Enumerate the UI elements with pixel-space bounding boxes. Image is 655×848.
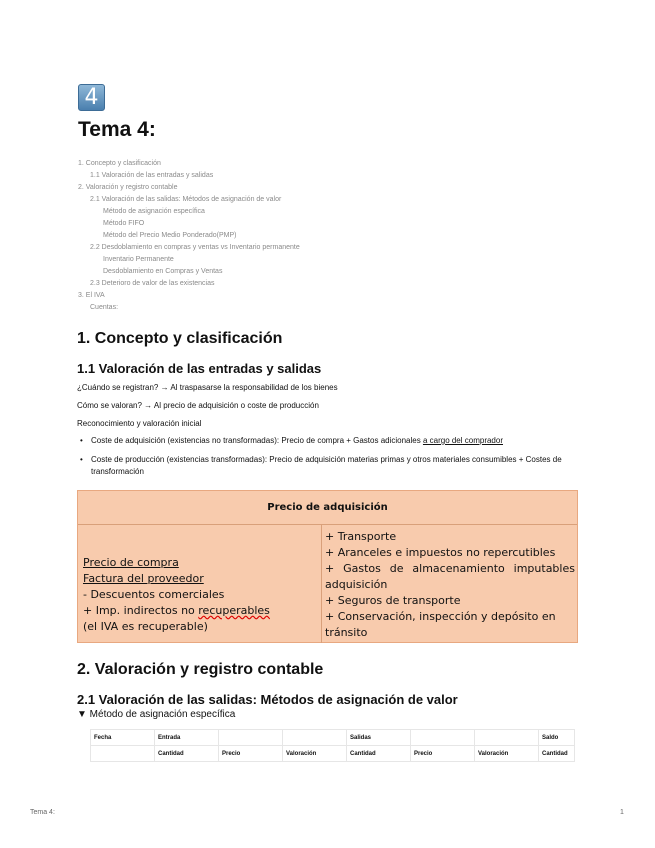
bullet-dot-icon: • xyxy=(80,436,83,445)
toggle-method-especifica[interactable]: ▼ Método de asignación específica xyxy=(77,709,236,720)
column-divider xyxy=(321,525,322,643)
page-title: Tema 4: xyxy=(78,118,156,141)
page-number: 1 xyxy=(620,809,624,816)
table-line: + Transporte xyxy=(325,530,397,543)
table-cell xyxy=(475,730,539,746)
toc-link[interactable]: Inventario Permanente xyxy=(103,256,174,263)
table-cell: Precio xyxy=(411,746,475,762)
subsection-heading: 2.1 Valoración de las salidas: Métodos de asignación de valor xyxy=(77,692,458,707)
table-row xyxy=(91,746,575,762)
table-line: + Conservación, inspección y depósito en xyxy=(325,610,556,623)
table-cell xyxy=(411,730,475,746)
bullet-dot-icon: • xyxy=(80,455,83,464)
toc-link[interactable]: Desdoblamiento en Compras y Ventas xyxy=(103,268,223,275)
table-cell: Valoración xyxy=(283,746,347,762)
valuation-table xyxy=(90,729,575,762)
table-line: tránsito xyxy=(325,626,368,639)
bullet-text: Coste de adquisición (existencias no transformadas): Precio de compra + Gastos adicionales xyxy=(91,436,423,445)
table-row xyxy=(91,730,575,746)
table-line: (el IVA es recuperable) xyxy=(83,620,208,633)
bullet-item xyxy=(80,435,570,447)
toc-link[interactable]: 2.2 Desdoblamiento en compras y ventas vs Inventario permanente xyxy=(90,244,300,251)
bullet-text: Coste de producción (existencias transformadas): Precio de adquisición materias primas y otros materiales consumibles + Costes de transformación xyxy=(91,455,562,476)
table-cell: Precio xyxy=(219,746,283,762)
table-line: adquisición xyxy=(325,578,388,591)
bullet-item xyxy=(80,454,570,478)
toc-link[interactable]: 1.1 Valoración de las entradas y salidas xyxy=(90,172,214,179)
toc-link[interactable]: 1. Concepto y clasificación xyxy=(78,160,161,167)
table-cell: Entrada xyxy=(155,730,219,746)
footer-title: Tema 4: xyxy=(30,809,55,816)
table-line: Precio de compra xyxy=(83,556,179,569)
toc-link[interactable]: 2.3 Deterioro de valor de las existencias xyxy=(90,280,215,287)
table-header: Precio de adquisición xyxy=(78,491,577,525)
table-cell xyxy=(91,746,155,762)
paragraph: ¿Cuándo se registran? → Al traspasarse la responsabilidad de los bienes xyxy=(77,383,338,392)
toc-link[interactable]: Método FIFO xyxy=(103,220,145,227)
section-number-badge: 4 xyxy=(78,84,105,111)
table-cell: Cantidad xyxy=(155,746,219,762)
section-heading: 1. Concepto y clasificación xyxy=(77,330,283,347)
table-right-cell xyxy=(325,529,575,641)
table-cell xyxy=(283,730,347,746)
paragraph: Cómo se valoran? → Al precio de adquisición o coste de producción xyxy=(77,401,319,410)
table-line: + Seguros de transporte xyxy=(325,594,461,607)
table-line: + Imp. indirectos no recuperables xyxy=(83,604,270,617)
table-cell xyxy=(219,730,283,746)
toc-link[interactable]: 2. Valoración y registro contable xyxy=(78,184,178,191)
acquisition-price-table xyxy=(77,490,578,643)
table-cell: Cantidad xyxy=(347,746,411,762)
table-line: + Aranceles e impuestos no repercutibles xyxy=(325,546,556,559)
subsection-heading: 1.1 Valoración de las entradas y salidas xyxy=(77,361,322,376)
table-line: + Gastos de almacenamiento imputables xyxy=(325,562,575,575)
table-left-cell xyxy=(83,555,270,635)
toc-link[interactable]: 3. El IVA xyxy=(78,292,105,299)
table-cell: Saldo xyxy=(539,730,575,746)
toc-link[interactable]: Cuentas: xyxy=(90,304,119,311)
section-heading: 2. Valoración y registro contable xyxy=(77,661,324,678)
toc-link[interactable]: Método de asignación específica xyxy=(103,208,205,215)
bullet-underlined-text: a cargo del comprador xyxy=(422,436,503,445)
toc-link[interactable]: 2.1 Valoración de las salidas: Métodos de asignación de valor xyxy=(90,196,282,203)
toc-link[interactable]: Método del Precio Medio Ponderado(PMP) xyxy=(103,232,237,239)
table-cell: Valoración xyxy=(475,746,539,762)
table-line: - Descuentos comerciales xyxy=(83,588,225,601)
table-cell: Fecha xyxy=(91,730,155,746)
paragraph: Reconocimiento y valoración inicial xyxy=(77,419,202,428)
table-cell: Cantidad xyxy=(539,746,575,762)
table-cell: Salidas xyxy=(347,730,411,746)
table-line: Factura del proveedor xyxy=(83,572,204,585)
